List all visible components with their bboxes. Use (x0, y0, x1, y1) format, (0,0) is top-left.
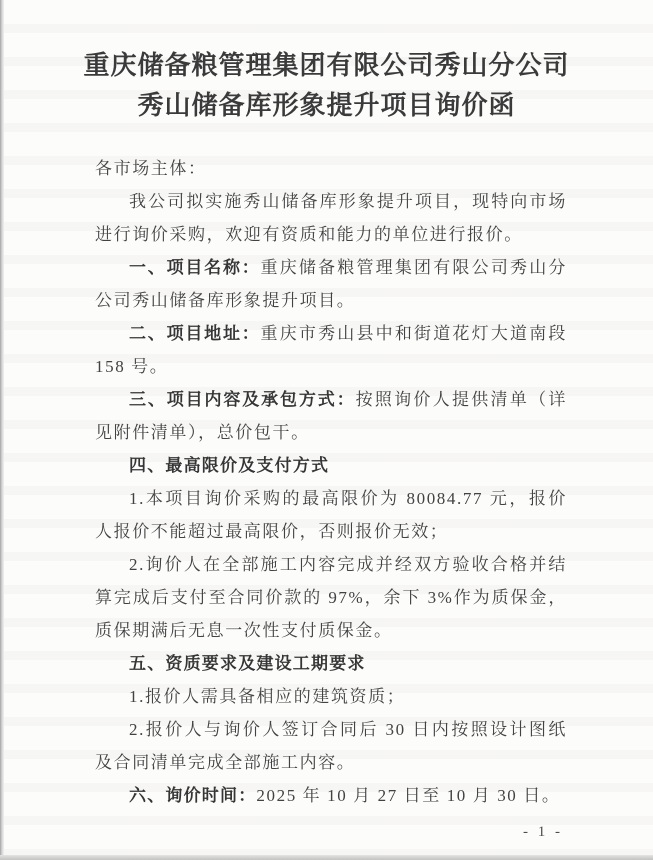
salutation: 各市场主体： (95, 159, 207, 178)
scan-left-edge (0, 0, 4, 860)
title-line-2: 秀山储备库形象提升项目询价函 (137, 91, 516, 120)
section-6-text: 2025 年 10 月 27 日至 10 月 30 日。 (256, 786, 561, 805)
intro-paragraph: 我公司拟实施秀山储备库形象提升项目，现特向市场进行询价采购，欢迎有资质和能力的单位进行报价。 (95, 192, 567, 244)
section-1-label: 一、项目名称： (129, 258, 261, 277)
section-2-paragraph (95, 317, 567, 383)
section-5-heading (95, 647, 567, 680)
section-3-text: 按照询价人提供清单（详见附件清单），总价包干。 (95, 390, 567, 442)
section-5-label: 五、资质要求及建设工期要求 (129, 654, 366, 673)
scan-bottom-edge (0, 855, 653, 860)
section-6-label: 六、询价时间： (129, 786, 257, 805)
section-3-paragraph (95, 383, 567, 449)
title-line-1: 重庆储备粮管理集团有限公司秀山分公司 (83, 51, 570, 80)
page-number: - 1 - (523, 824, 563, 840)
section-4-item-1: 1.本项目询价采购的最高限价为 80084.77 元，报价人报价不能超过最高限价，否则报价无效； (95, 489, 567, 541)
section-1-paragraph (95, 251, 567, 317)
section-5-item-2: 2.报价人与询价人签订合同后 30 日内按照设计图纸及合同清单完成全部施工内容。 (95, 720, 567, 772)
document-body (95, 152, 567, 812)
section-4-label: 四、最高限价及支付方式 (129, 456, 330, 475)
section-5-item-1: 1.报价人需具备相应的建筑资质； (129, 687, 406, 706)
section-2-label: 二、项目地址： (129, 324, 261, 343)
section-3-label: 三、项目内容及承包方式： (129, 390, 356, 409)
section-4-item-2: 2.询价人在全部施工内容完成并经双方验收合格并结算完成后支付至合同价款的 97%，余下 3%作为质保金，质保期满后无息一次性支付质保金。 (95, 555, 567, 640)
section-4-heading (95, 449, 567, 482)
section-6-paragraph (95, 779, 567, 812)
section-1-text: 重庆储备粮管理集团有限公司秀山分公司秀山储备库形象提升项目。 (95, 258, 567, 310)
section-2-text: 重庆市秀山县中和街道花灯大道南段 158 号。 (95, 324, 567, 376)
document-title (0, 0, 653, 126)
